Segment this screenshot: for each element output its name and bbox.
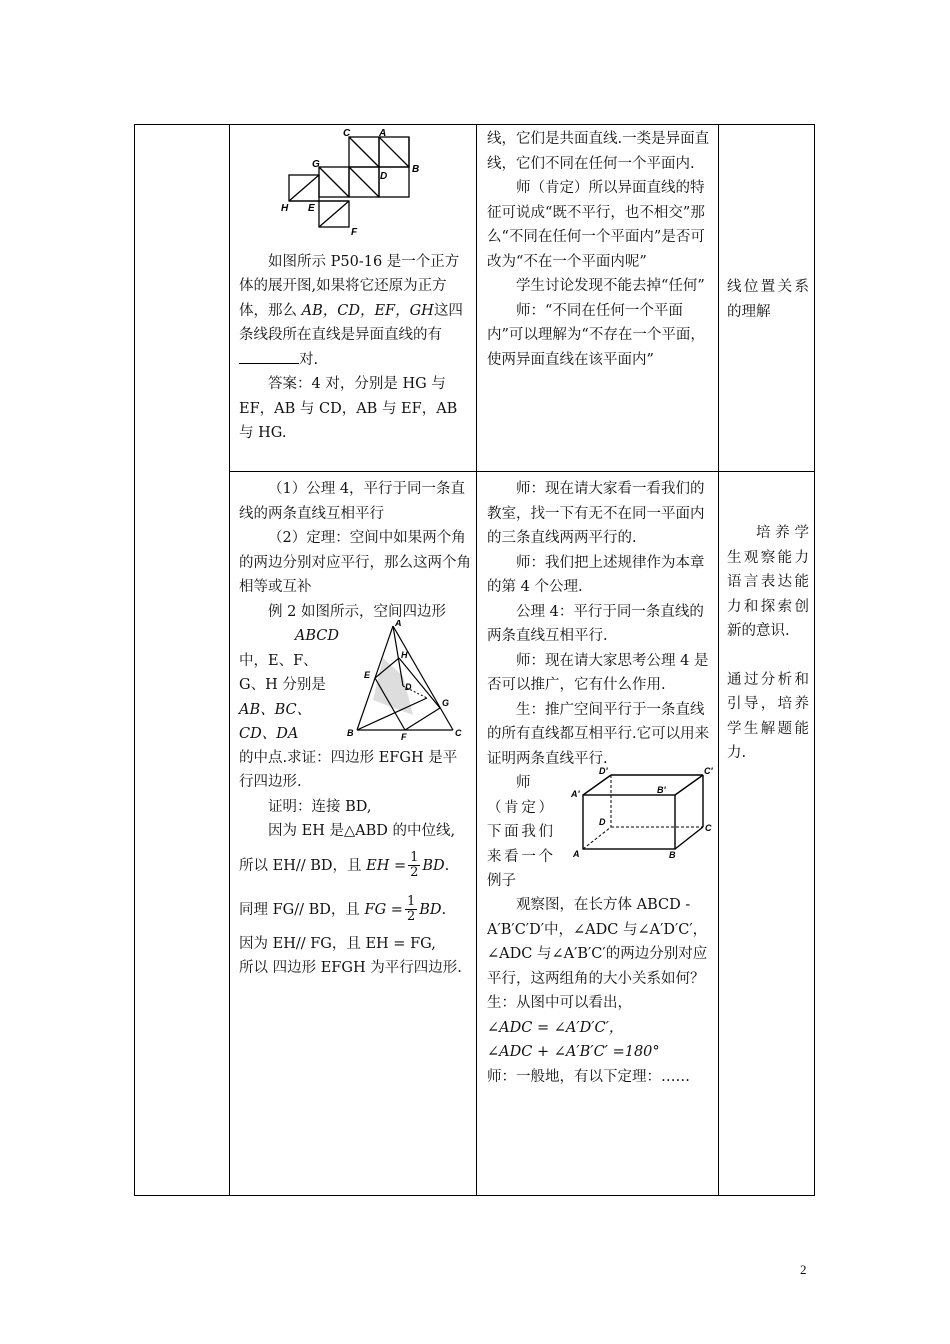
row2-col2 <box>239 477 471 981</box>
example-abcd: ABCD <box>294 628 339 644</box>
dialog-paragraph: 观察图，在长方体 ABCD - A′B′C′D′中，∠ADC 与∠A′D′C′，∠ADC 与∠A′B′C′的两边分别对应平行，这两组角的大小关系如何？ <box>487 897 708 987</box>
proof-line: 因为 EH 是△ABD 的中位线, <box>268 823 456 839</box>
figure-label: C <box>343 128 351 139</box>
example-end: 的中点.求证：四边形 EFGH 是平行四边形. <box>239 749 458 790</box>
figure-label: D <box>405 681 412 692</box>
cube-net-figure <box>279 127 459 237</box>
dialog-paragraph: 公理 4：平行于同一条直线的两条直线互相平行. <box>487 603 704 644</box>
dialog-paragraph: 师：我们把上述规律作为本章的第 4 个公理. <box>487 554 705 595</box>
figure-label: F <box>351 227 358 237</box>
figure-label: H <box>281 203 289 214</box>
figure-label: B <box>669 850 676 859</box>
proof-line: 因为 EH// FG，且 EH = FG, <box>239 935 436 952</box>
answer-text: 答案：4 对，分别是 HG 与 EF，AB 与 CD，AB 与 EF，AB 与 HG. <box>239 376 458 441</box>
figure-label: B <box>347 727 354 738</box>
dialog-paragraph: 师（肯定）所以异面直线的特征可说成“既不平行，也不相交”那么“不同在任何一个平面内”是否可改为“不在一个平面内呢” <box>487 180 705 270</box>
dialog-paragraph: 生：推广空间平行于一条直线的所有直线都互相平行.它可以用来证明两条直线平行. <box>487 701 710 767</box>
example-block <box>239 600 471 746</box>
figure-label: C <box>705 823 712 833</box>
tetrahedron-figure <box>345 620 469 742</box>
fraction-half: $\frac{1}{2}$ <box>406 894 416 924</box>
figure-label: C' <box>704 766 713 776</box>
example-points: AB、BC、CD、DA <box>239 701 312 742</box>
dialog-paragraph: 师：“不同在任何一个平面内”可以理解为“不存在一个平面，使两异面直线在该平面内” <box>487 302 705 368</box>
dialog-paragraph: 学生讨论发现不能去掉“任何” <box>516 278 705 294</box>
example-mid: 中，E、F、G、H 分别是 <box>239 652 326 693</box>
proof-line: 所以 EH// BD，且 EH = $\frac{1}{2}$ BD. <box>239 850 450 880</box>
angle-equation: ∠ADC = ∠A′D′C′， <box>487 1019 624 1036</box>
dialog-paragraph: 师：一般地，有以下定理：…… <box>487 1068 690 1085</box>
problem-text: 如图所示 P50-16 是一个正方体的展开图,如果将它还原为正方体，那么 AB，CD，EF，GH这四条线段所在直线是异面直线的有对. <box>239 253 463 368</box>
proof-line: 所以 四边形 EFGH 为平行四边形. <box>239 960 462 976</box>
lesson-table <box>134 124 815 1196</box>
proof-line: 证明：连接 BD, <box>268 798 372 815</box>
row-divider <box>229 471 814 472</box>
figure-label: A <box>379 128 387 139</box>
row2-col3 <box>487 477 711 1089</box>
dialog-paragraph: 师：现在请大家思考公理 4 是否可以推广，它有什么作用. <box>487 652 709 693</box>
proof-line: 同理 FG// BD，且 FG = $\frac{1}{2}$ BD. <box>239 894 447 924</box>
theorem-text: （2）定理：空间中如果两个角的两边分别对应平行，那么这两个角相等或互补 <box>239 530 471 595</box>
dialog-paragraph: （肯定）下面我们来看一个例子 <box>487 799 553 889</box>
dialog-paragraph: 师 <box>516 775 531 791</box>
goal-text: 培养学生观察能力语言表达能力和探索创新的意识. <box>727 525 809 639</box>
figure-label: F <box>401 731 407 742</box>
row1-col4 <box>727 275 809 324</box>
dialog-paragraph: 师：现在请大家看一看我们的教室，找一下有无不在同一平面内的三条直线两两平行的. <box>487 481 705 546</box>
cuboid-figure <box>571 765 713 859</box>
example-intro: 例 2 如图所示，空间四边形 <box>268 603 446 620</box>
figure-label: D <box>380 171 388 182</box>
row2-col4 <box>727 497 809 766</box>
axiom-text: （1）公理 4，平行于同一条直线的两条直线互相平行 <box>239 481 466 522</box>
figure-label: A' <box>571 789 580 799</box>
page-number: 2 <box>800 1262 807 1277</box>
angle-equation: ∠ADC + ∠A′B′C′ =180° <box>487 1044 660 1060</box>
figure-label: H <box>401 649 408 660</box>
column-divider <box>476 125 477 1195</box>
fraction-half: $\frac{1}{2}$ <box>410 850 419 880</box>
figure-label: G <box>312 159 320 170</box>
figure-label: E <box>364 669 371 680</box>
answer-blank <box>239 349 299 364</box>
goal-text: 线位置关系的理解 <box>727 279 809 320</box>
goal-text: 通过分析和引导，培养学生解题能力. <box>727 671 809 761</box>
row1-col3 <box>487 127 711 372</box>
figure-label: B <box>412 164 420 175</box>
figure-label: C <box>455 727 462 738</box>
figure-label: B' <box>657 785 666 795</box>
column-divider <box>229 125 230 1195</box>
dialog-paragraph: 生：从图中可以看出， <box>487 995 632 1011</box>
figure-label: A <box>573 849 580 859</box>
figure-label: A <box>395 619 402 628</box>
row1-col2 <box>239 127 471 446</box>
dialog-paragraph: 线，它们是共面直线.一类是异面直线，它们不同在任何一个平面内. <box>487 131 710 172</box>
figure-label: G <box>442 697 450 708</box>
box-example-block <box>487 766 713 893</box>
column-divider <box>718 125 719 1195</box>
figure-label: D <box>599 817 606 827</box>
figure-label: D' <box>599 766 608 776</box>
figure-label: E <box>308 203 315 214</box>
